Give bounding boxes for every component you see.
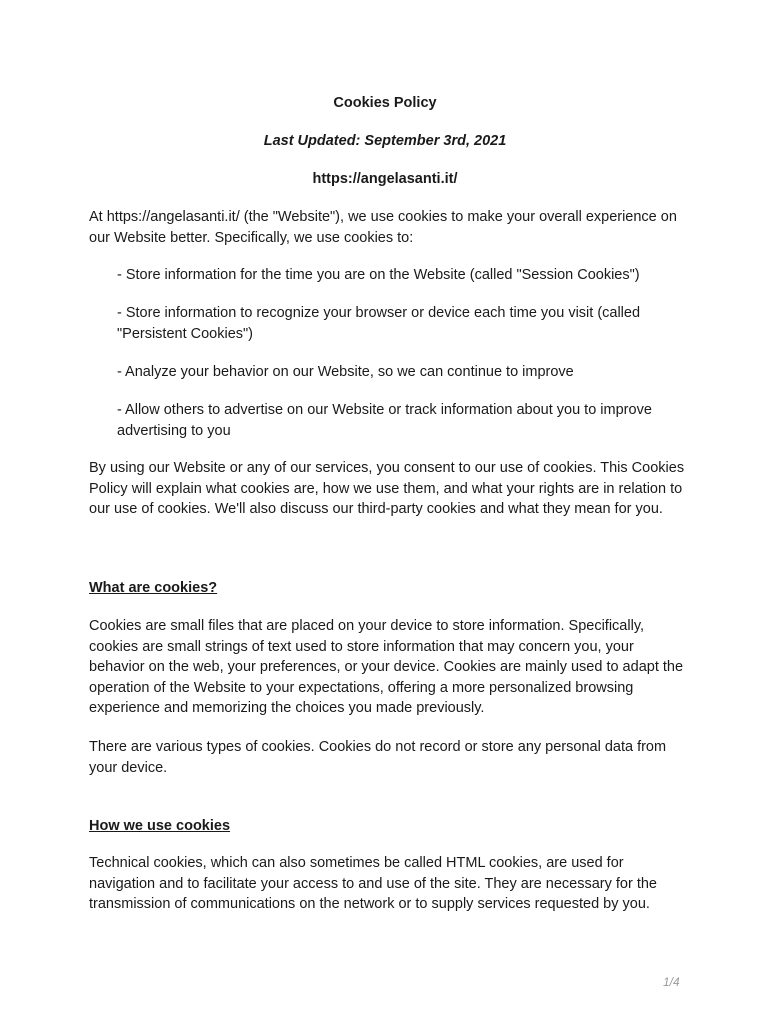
bullet-advertising: - Allow others to advertise on our Website or track information about you to improve advertising to you <box>117 402 652 439</box>
page-number: 1/4 <box>663 975 680 989</box>
consent-paragraph: By using our Website or any of our services, you consent to our use of cookies. This Cookies Policy will explain what cookies are, how we use them, and what your rights are in relation to our use of cookies. We'll also discuss our third-party cookies and what they mean for you. <box>89 460 685 518</box>
intro-paragraph: At https://angelasanti.it/ (the "Website"), we use cookies to make your overall experience on our Website better. Specifically, we use cookies to: <box>89 209 677 246</box>
bullet-analyze-behavior: - Analyze your behavior on our Website, so we can continue to improve <box>117 364 574 380</box>
website-url: https://angelasanti.it/ <box>312 171 458 187</box>
technical-cookies-paragraph: Technical cookies, which can also sometimes be called HTML cookies, are used for navigation and to facilitate your access to and use of the site. They are necessary for the transmission of communications on the network or to supply services requested by you. <box>89 855 657 913</box>
bullet-persistent-cookies: - Store information to recognize your browser or device each time you visit (called "Persistent Cookies") <box>117 305 641 342</box>
cookie-types-paragraph: There are various types of cookies. Cookies do not record or store any personal data from your device. <box>89 739 667 776</box>
what-are-cookies-paragraph: Cookies are small files that are placed on your device to store information. Specifically, cookies are small strings of text used to store information that may concern you, your behavior on the web, your preferences, or your device. Cookies are mainly used to adapt the operation of the Website to your expectations, offering a more personalized browsing experience and memorizing the choices you made previously. <box>89 618 684 717</box>
last-updated-date: Last Updated: September 3rd, 2021 <box>263 133 507 149</box>
section-heading-how-we-use-cookies: How we use cookies <box>89 818 231 834</box>
bullet-session-cookies: - Store information for the time you are on the Website (called "Session Cookies") <box>117 267 640 283</box>
section-heading-what-are-cookies: What are cookies? <box>89 580 218 596</box>
document-title: Cookies Policy <box>333 95 437 111</box>
